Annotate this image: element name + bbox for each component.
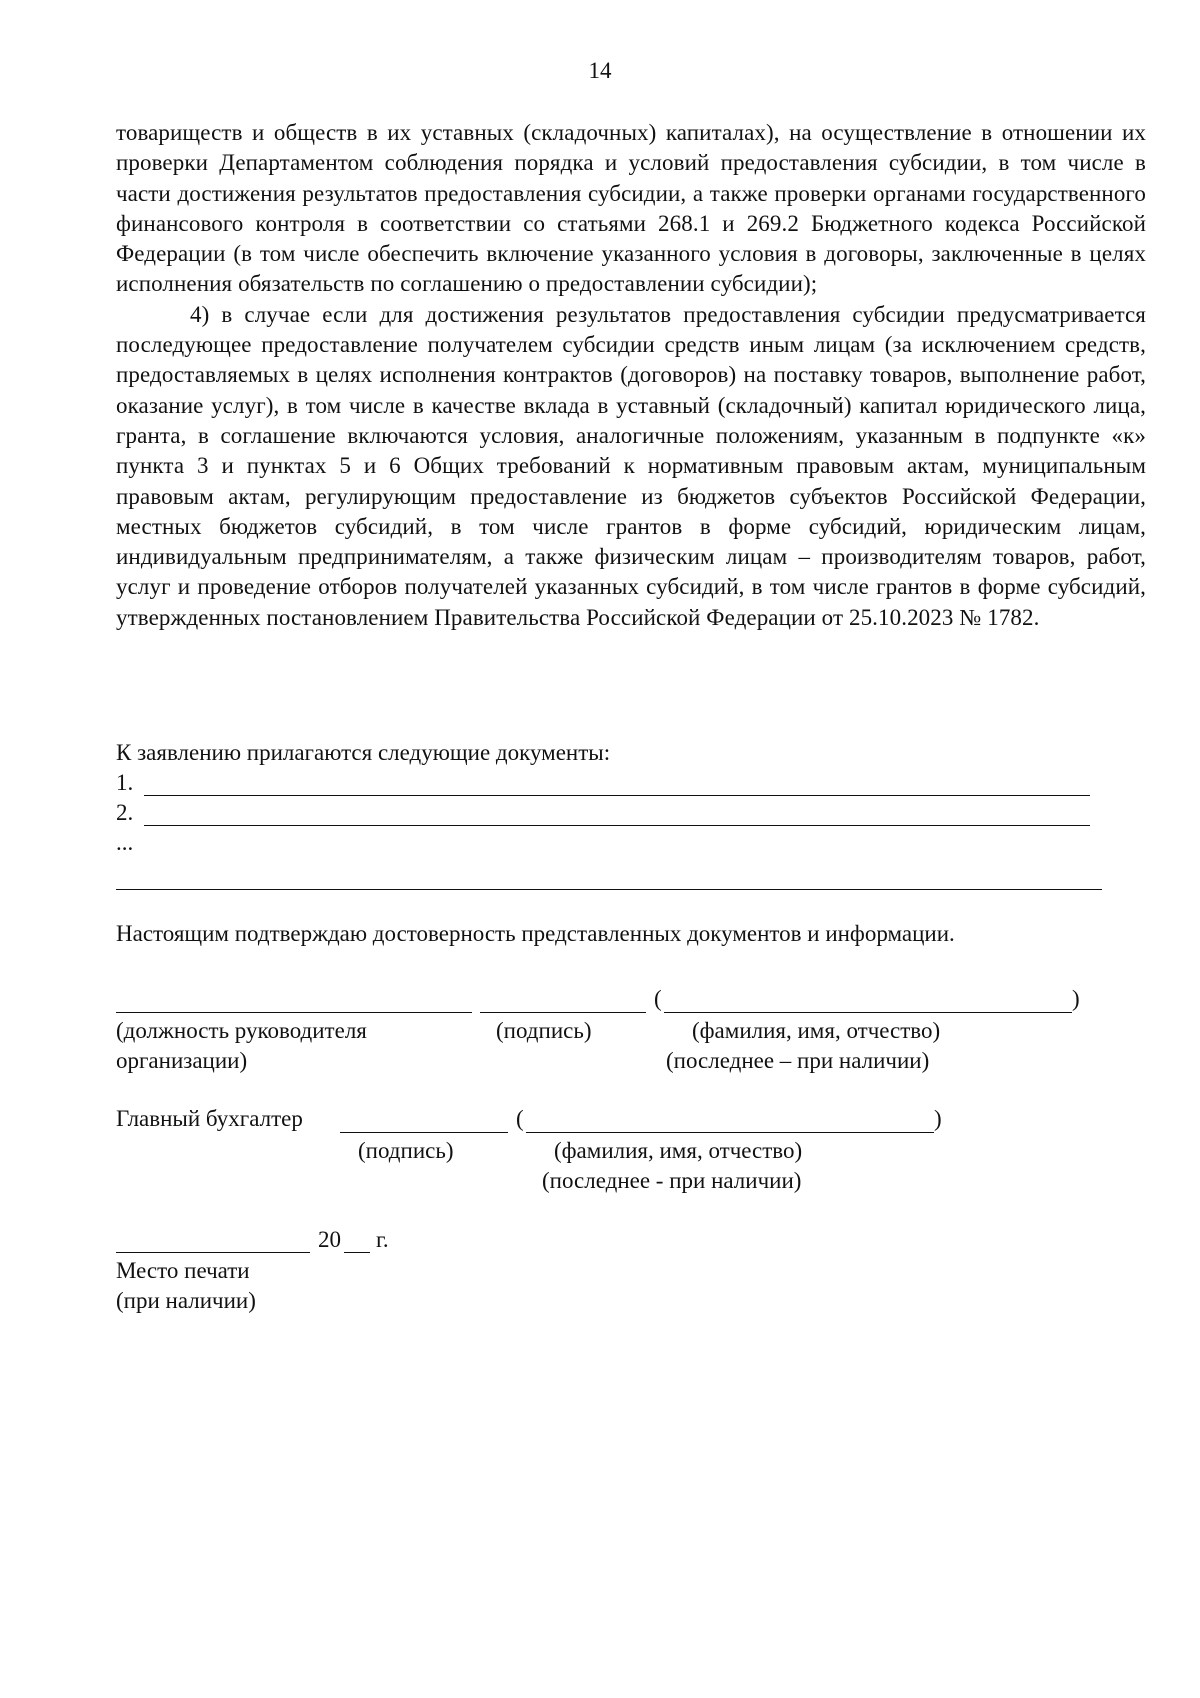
- head-signature-caption: (подпись): [496, 1018, 592, 1043]
- accountant-name-open-paren: (: [516, 1106, 524, 1131]
- confirmation-text: Настоящим подтверждаю достоверность представленных документов и информации.: [116, 921, 955, 946]
- paragraph-continuation: товариществ и обществ в их уставных (складочных) капиталах), на осуществление в отношении их проверки Департаментом соблюдения порядка и условий предоставления субсидии, в том числе в части достижения результатов предоставления субсидии, а также проверки органами государственного финансового контроля в соответствии со статьями 268.1 и 269.2 Бюджетного кодекса Российской Федерации (в том числе обеспечить включение указанного условия в договоры, заключенные в целях исполнения обязательств по соглашению о предоставлении субсидии);: [116, 120, 1146, 297]
- body-text: [116, 118, 1146, 633]
- attachment-extra-line: [116, 889, 1102, 890]
- accountant-label: Главный бухгалтер: [116, 1106, 303, 1131]
- accountant-name-caption-line1: (фамилия, имя, отчество): [554, 1138, 803, 1163]
- head-name-line: [664, 1012, 1072, 1013]
- attachment-ellipsis: ...: [116, 830, 134, 855]
- page-number: 14: [588, 58, 612, 83]
- paragraph-item-4: 4) в случае если для достижения результатов предоставления субсидии предусматривается последующее предоставление получателем субсидии средств иным лицам (за исключением средств, предоставляемых в целях исполнения контрактов (договоров) на поставку товаров, выполнение работ, оказание услуг), в том числе в качестве вклада в уставный (складочный) капитал юридического лица, гранта, в соглашение включаются условия, аналогичные положениям, указанным в подпункте «к» пункта 3 и пунктах 5 и 6 Общих требований к нормативным правовым актам, муниципальным правовым актам, регулирующим предоставление из бюджетов субъектов Российской Федерации, местных бюджетов субсидий, в том числе грантов в форме субсидий, юридическим лицам, индивидуальным предпринимателям, а также физическим лицам – производителям товаров, работ, услуг и проведение отборов получателей указанных субсидий, в том числе грантов в форме субсидий, утвержденных постановлением Правительства Российской Федерации от 25.10.2023 № 1782.: [116, 301, 1146, 630]
- accountant-signature-line: [340, 1132, 508, 1133]
- accountant-name-line: [526, 1132, 934, 1133]
- date-year-line: [344, 1252, 370, 1253]
- head-signature-line: [480, 1012, 646, 1013]
- attachment-item-2-line: [144, 825, 1090, 826]
- stamp-label-line1: Место печати: [116, 1258, 250, 1283]
- head-name-caption-line1: (фамилия, имя, отчество): [692, 1018, 941, 1043]
- date-line: [116, 1252, 310, 1253]
- head-position-caption-line2: организации): [116, 1048, 248, 1073]
- date-year-prefix: 20: [318, 1227, 341, 1252]
- date-year-suffix: г.: [376, 1227, 389, 1252]
- attachment-item-1-line: [144, 795, 1090, 796]
- attachment-item-1-number: 1.: [116, 770, 134, 795]
- attachment-item-2-number: 2.: [116, 800, 134, 825]
- accountant-name-close-paren: ): [934, 1106, 942, 1131]
- head-name-close-paren: ): [1072, 986, 1080, 1011]
- stamp-label-line2: (при наличии): [116, 1288, 256, 1313]
- accountant-name-caption-line2: (последнее - при наличии): [542, 1168, 802, 1193]
- attachments-heading: К заявлению прилагаются следующие документы:: [116, 740, 611, 765]
- head-name-open-paren: (: [654, 986, 662, 1011]
- head-name-caption-line2: (последнее – при наличии): [666, 1048, 930, 1073]
- head-position-caption-line1: (должность руководителя: [116, 1018, 367, 1043]
- accountant-signature-caption: (подпись): [358, 1138, 454, 1163]
- head-position-line: [116, 1012, 472, 1013]
